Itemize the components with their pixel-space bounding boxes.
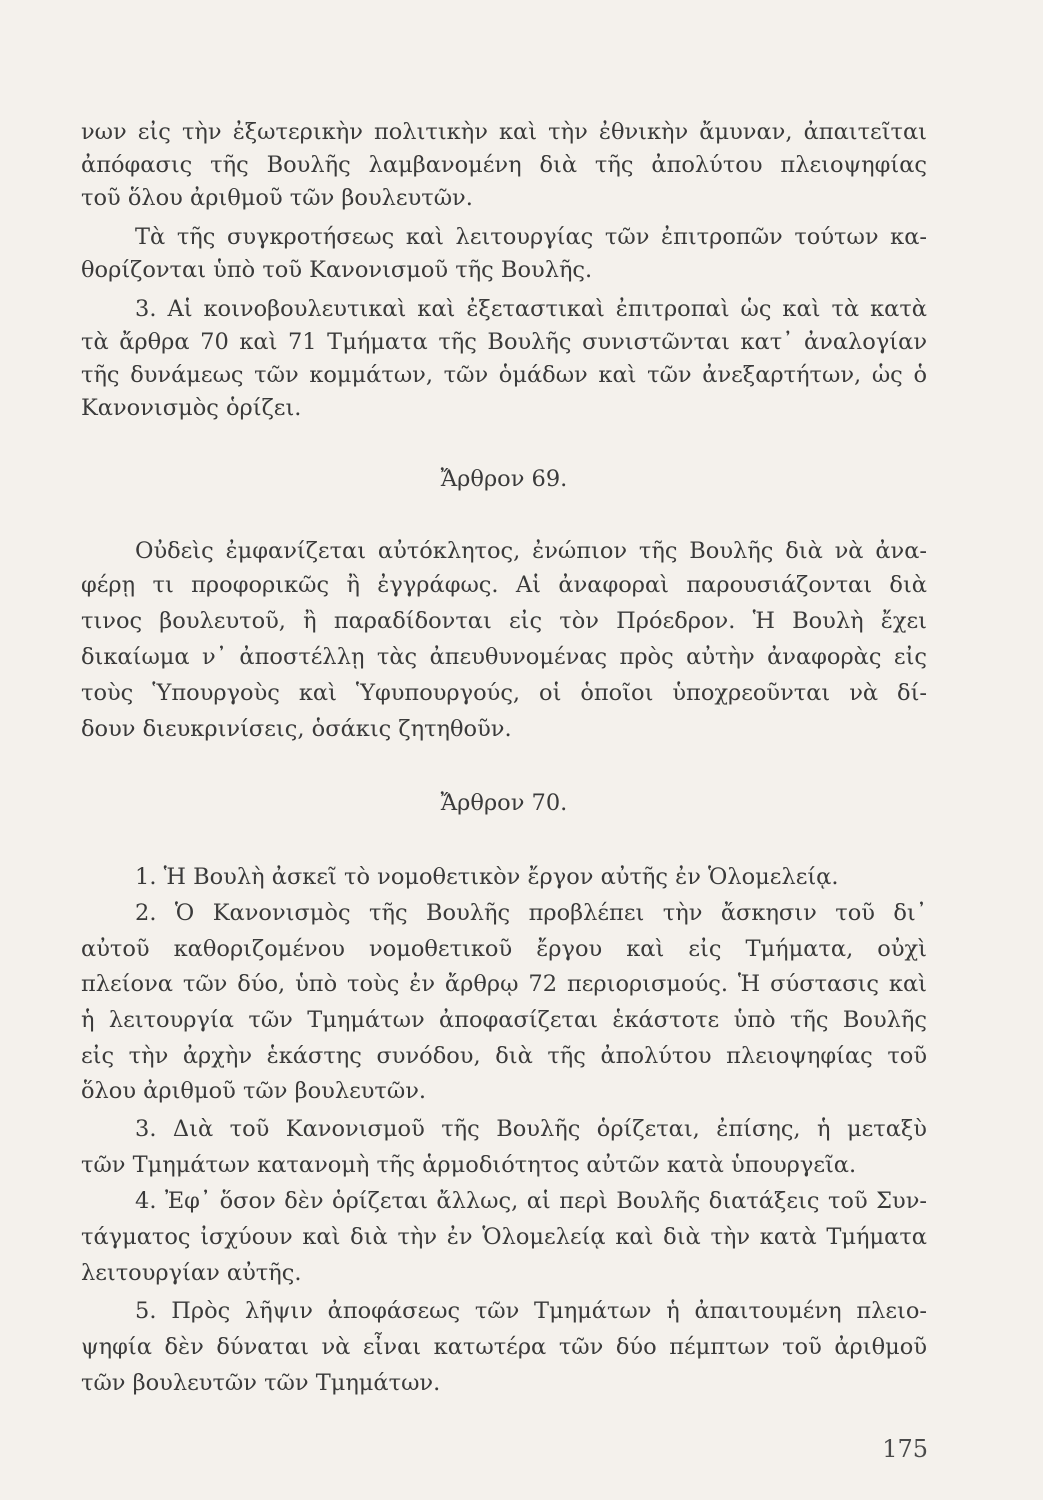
text-line: τοῦ ὅλου ἀριθμοῦ τῶν βουλευτῶν. xyxy=(81,185,473,211)
text-line: 3. Αἱ κοινοβουλευτικαὶ καὶ ἐξεταστικαὶ ἐπιτροπαὶ ὡς καὶ τὰ κατὰ xyxy=(135,296,927,322)
text-line: τῶν βουλευτῶν τῶν Τμημάτων. xyxy=(81,1370,441,1396)
text-line: θορίζονται ὑπὸ τοῦ Κανονισμοῦ τῆς Βουλῆς. xyxy=(81,257,593,283)
text-line: 4. Ἐφ᾿ ὅσον δὲν ὁρίζεται ἄλλως, αἱ περὶ Βουλῆς διατάξεις τοῦ Συν- xyxy=(135,1188,927,1214)
text-line: δικαίωμα ν᾿ ἀποστέλλῃ τὰς ἀπευθυνομένας πρὸς αὐτὴν ἀναφορὰς εἰς xyxy=(81,644,927,670)
text-line: τῶν Τμημάτων κατανομὴ τῆς ἁρμοδιότητος αὐτῶν κατὰ ὑπουργεῖα. xyxy=(81,1152,857,1178)
text-line: τοὺς Ὑπουργοὺς καὶ Ὑφυπουργούς, οἱ ὁποῖοι ὑποχρεοῦνται νὰ δί- xyxy=(81,680,927,706)
text-line: τῆς δυνάμεως τῶν κομμάτων, τῶν ὁμάδων καὶ τῶν ἀνεξαρτήτων, ὡς ὁ xyxy=(81,362,927,388)
text-line: πλείονα τῶν δύο, ὑπὸ τοὺς ἐν ἄρθρῳ 72 περιορισμούς. Ἡ σύστασις καὶ xyxy=(81,971,927,997)
text-line: Κανονισμὸς ὁρίζει. xyxy=(81,395,302,421)
text-line: ἡ λειτουργία τῶν Τμημάτων ἀποφασίζεται ἑκάστοτε ὑπὸ τῆς Βουλῆς xyxy=(81,1007,927,1033)
text-line: δουν διευκρινίσεις, ὁσάκις ζητηθοῦν. xyxy=(81,716,512,742)
text-line: ὅλου ἀριθμοῦ τῶν βουλευτῶν. xyxy=(81,1078,427,1104)
text-line: τάγματος ἰσχύουν καὶ διὰ τὴν ἐν Ὁλομελείᾳ καὶ διὰ τὴν κατὰ Τμήματα xyxy=(81,1224,927,1250)
article-heading: Ἄρθρον 70. xyxy=(440,790,568,816)
text-line: φέρῃ τι προφορικῶς ἢ ἐγγράφως. Αἱ ἀναφοραὶ παρουσιάζονται διὰ xyxy=(81,572,927,598)
text-line: 3. Διὰ τοῦ Κανονισμοῦ τῆς Βουλῆς ὁρίζεται, ἐπίσης, ἡ μεταξὺ xyxy=(135,1116,927,1142)
text-line: 5. Πρὸς λῆψιν ἀποφάσεως τῶν Τμημάτων ἡ ἀπαιτουμένη πλειο- xyxy=(135,1298,927,1324)
page-number: 175 xyxy=(882,1435,928,1463)
text-line: ψηφία δὲν δύναται νὰ εἶναι κατωτέρα τῶν δύο πέμπτων τοῦ ἀριθμοῦ xyxy=(81,1334,927,1360)
text-line: νων εἰς τὴν ἐξωτερικὴν πολιτικὴν καὶ τὴν ἐθνικὴν ἄμυναν, ἀπαιτεῖται xyxy=(81,119,927,145)
text-line: Τὰ τῆς συγκροτήσεως καὶ λειτουργίας τῶν ἐπιτροπῶν τούτων κα- xyxy=(135,224,927,250)
text-line: Οὐδεὶς ἐμφανίζεται αὐτόκλητος, ἐνώπιον τῆς Βουλῆς διὰ νὰ ἀνα- xyxy=(135,538,927,564)
text-line: εἰς τὴν ἀρχὴν ἑκάστης συνόδου, διὰ τῆς ἀπολύτου πλειοψηφίας τοῦ xyxy=(81,1043,927,1069)
text-line: ἀπόφασις τῆς Βουλῆς λαμβανομένη διὰ τῆς ἀπολύτου πλειοψηφίας xyxy=(81,152,927,178)
text-line: 2. Ὁ Κανονισμὸς τῆς Βουλῆς προβλέπει τὴν ἄσκησιν τοῦ δι᾿ xyxy=(135,900,927,926)
text-line: αὐτοῦ καθοριζομένου νομοθετικοῦ ἔργου καὶ εἰς Τμήματα, οὐχὶ xyxy=(81,936,927,962)
text-line: λειτουργίαν αὐτῆς. xyxy=(81,1260,302,1286)
article-heading: Ἄρθρον 69. xyxy=(440,466,568,492)
text-line: τινος βουλευτοῦ, ἢ παραδίδονται εἰς τὸν Πρόεδρον. Ἡ Βουλὴ ἔχει xyxy=(81,608,927,634)
text-line: τὰ ἄρθρα 70 καὶ 71 Τμήματα τῆς Βουλῆς συνιστῶνται κατ᾿ ἀναλογίαν xyxy=(81,329,927,355)
text-line: 1. Ἡ Βουλὴ ἀσκεῖ τὸ νομοθετικὸν ἔργον αὐτῆς ἐν Ὁλομελείᾳ. xyxy=(135,864,839,890)
